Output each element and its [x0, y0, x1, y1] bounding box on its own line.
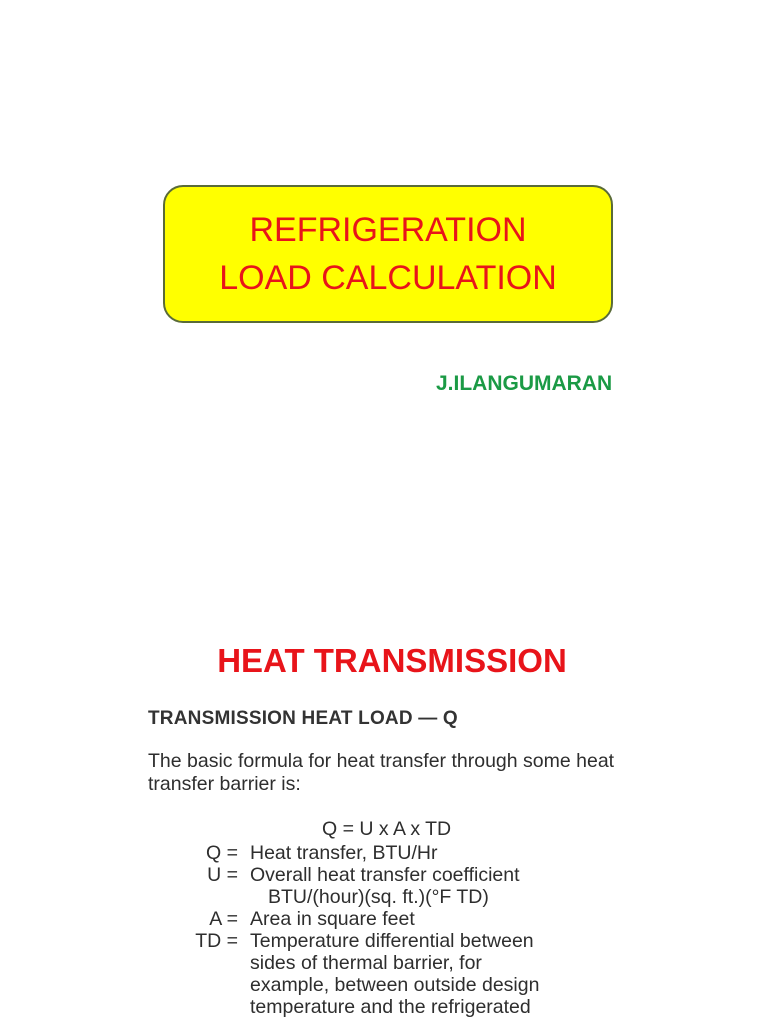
definition-symbol: A = — [209, 908, 238, 930]
definition-text: temperature and the refrigerated — [250, 996, 531, 1018]
definition-row — [0, 864, 768, 886]
definition-row — [0, 842, 768, 864]
title-box — [163, 185, 613, 323]
title-line-1: REFRIGERATION — [249, 211, 527, 249]
definition-text: Temperature differential between — [250, 930, 534, 952]
definition-row — [0, 952, 768, 974]
intro-paragraph: The basic formula for heat transfer through some heat transfer barrier is: — [148, 750, 615, 795]
slide-heading: HEAT TRANSMISSION — [217, 642, 567, 679]
definition-text: Overall heat transfer coefficient — [250, 864, 520, 886]
definition-symbol: Q = — [206, 842, 238, 864]
section-subheading: TRANSMISSION HEAT LOAD — Q — [148, 708, 458, 729]
definition-text: BTU/(hour)(sq. ft.)(°F TD) — [268, 886, 489, 908]
definition-row — [0, 974, 768, 996]
title-line-2: LOAD CALCULATION — [219, 259, 557, 297]
definition-text: Area in square feet — [250, 908, 415, 930]
definition-row — [0, 908, 768, 930]
definition-row — [0, 996, 768, 1018]
definition-text: Heat transfer, BTU/Hr — [250, 842, 438, 864]
definitions-list — [0, 842, 768, 1018]
heat-transmission-slide — [0, 600, 768, 1024]
definition-symbol: TD = — [195, 930, 238, 952]
formula: Q = U x A x TD — [322, 818, 452, 840]
definition-text: sides of thermal barrier, for — [250, 952, 482, 974]
definition-row — [0, 886, 768, 908]
definition-row — [0, 930, 768, 952]
definition-text: example, between outside design — [250, 974, 540, 996]
author-name: J.ILANGUMARAN — [436, 372, 613, 395]
definition-symbol: U = — [207, 864, 238, 886]
